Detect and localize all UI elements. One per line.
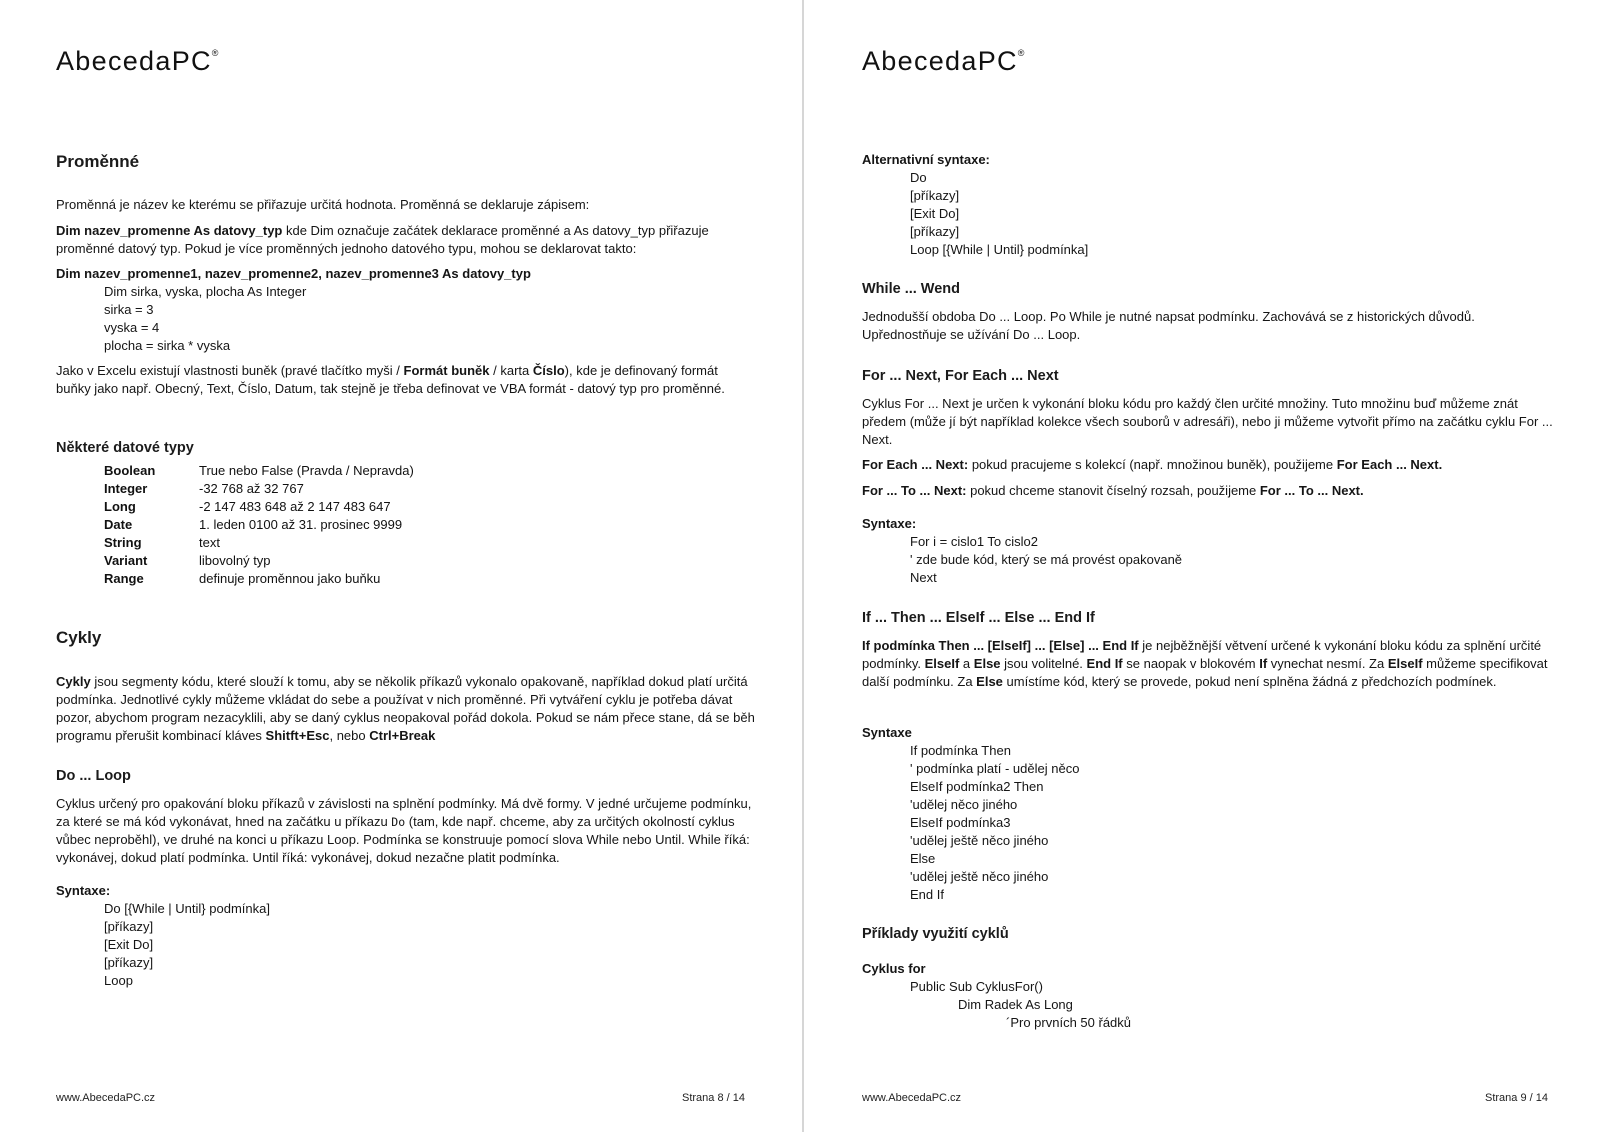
footer-page-number: Strana 8 / 14 bbox=[682, 1092, 745, 1104]
syntax-label: Syntaxe bbox=[862, 725, 912, 740]
alt-syntax-label: Alternativní syntaxe: bbox=[862, 152, 990, 167]
code-line: Dim sirka, vyska, plocha As Integer bbox=[104, 284, 307, 299]
type-desc: -32 768 až 32 767 bbox=[199, 481, 304, 496]
code-line: Dim Radek As Long bbox=[958, 997, 1073, 1012]
paragraph-while-wend: Jednodušší obdoba Do ... Loop. Po While je nutné napsat podmínku. Zachovává se z historických důvodů. Upřednostňuje se užívání Do ... Loop. bbox=[862, 309, 1475, 342]
code-line: 'udělej ještě něco jiného bbox=[910, 869, 1049, 884]
type-name: Variant bbox=[104, 553, 148, 568]
heading-for-next: For ... Next, For Each ... Next bbox=[862, 368, 1059, 384]
syntax-label: Syntaxe: bbox=[862, 516, 917, 531]
code-line: 'udělej něco jiného bbox=[910, 797, 1018, 812]
type-desc: text bbox=[199, 535, 220, 550]
type-desc: -2 147 483 648 až 2 147 483 647 bbox=[199, 499, 391, 514]
type-name: Boolean bbox=[104, 463, 156, 478]
paragraph-if-then: If podmínka Then ... [ElseIf] ... [Else] ... End If je nejběžnější větvení určené k vykonání bloku kódu za splnění určité podmínky. ElseIf a Else jsou volitelné. End If se naopak v blokovém If vynechat nesmí. Za ElseIf můžeme specifikovat další podmínku. Za Else umístíme kód, který se provede, pokud není splněna žádná z předchozích podmínek. bbox=[862, 638, 1548, 689]
heading-examples: Příklady využití cyklů bbox=[862, 926, 1009, 942]
code-line: For i = cislo1 To cislo2 bbox=[910, 534, 1039, 549]
code-line: [Exit Do] bbox=[104, 937, 154, 952]
page-right bbox=[804, 0, 1600, 1132]
type-desc: True nebo False (Pravda / Nepravda) bbox=[199, 463, 414, 478]
code-line: ' podmínka platí - udělej něco bbox=[910, 761, 1080, 776]
code-line: ElseIf podmínka2 Then bbox=[910, 779, 1044, 794]
type-desc: libovolný typ bbox=[199, 553, 271, 568]
paragraph-cykly: Cykly jsou segmenty kódu, které slouží k tomu, aby se několik příkazů vykonalo opakovaně, například dokud platí určitá podmínka. Jednotlivé cykly můžeme vkládat do sebe a používat v nich proměnné. Při vytváření cyklu je potřeba dávat pozor, abychom program nezacyklili, aby se daný cyklus neopakoval pořád dokola. Pokud se nám přece stane, dá se běh programu přerušit kombinací kláves Shitft+Esc, nebo Ctrl+Break bbox=[56, 674, 755, 743]
heading-while-wend: While ... Wend bbox=[862, 281, 961, 297]
code-line: Next bbox=[910, 570, 937, 585]
syntax-label: Syntaxe: bbox=[56, 883, 111, 898]
code-line: ' zde bude kód, který se má provést opakovaně bbox=[910, 552, 1183, 567]
brand-logo: AbecedaPC® bbox=[862, 46, 1025, 76]
type-desc: 1. leden 0100 až 31. prosinec 9999 bbox=[199, 517, 403, 532]
paragraph-for-next: Cyklus For ... Next je určen k vykonání bloku kódu pro každý člen určité množiny. Tuto množinu buď můžeme znát předem (může jí být například kolekce všech souborů v adresáři), nebo ji můžeme vytvořit přímo na začátku cyklu For ... Next. bbox=[862, 396, 1553, 447]
code-line: [Exit Do] bbox=[910, 206, 960, 221]
paragraph-dim-multi: Dim nazev_promenne1, nazev_promenne2, nazev_promenne3 As datovy_typ bbox=[56, 266, 531, 281]
code-line: [příkazy] bbox=[910, 188, 960, 203]
type-name: Date bbox=[104, 517, 133, 532]
type-name: Integer bbox=[104, 481, 148, 496]
type-name: Long bbox=[104, 499, 136, 514]
code-line: vyska = 4 bbox=[104, 320, 160, 335]
paragraph-promenne-intro: Proměnná je název ke kterému se přiřazuje určitá hodnota. Proměnná se deklaruje zápisem: bbox=[56, 197, 590, 212]
footer-url: www.AbecedaPC.cz bbox=[862, 1092, 962, 1104]
code-line: Loop bbox=[104, 973, 133, 988]
code-line: Do [{While | Until} podmínka] bbox=[104, 901, 270, 916]
code-line: ElseIf podmínka3 bbox=[910, 815, 1011, 830]
paragraph-for-each: For Each ... Next: pokud pracujeme s kolekcí (např. množinou buněk), použijeme For Each ... Next. bbox=[862, 457, 1443, 472]
type-desc: definuje proměnnou jako buňku bbox=[199, 571, 381, 586]
paragraph-do-loop: Cyklus určený pro opakování bloku příkazů v závislosti na splnění podmínky. Má dvě formy. V jedné určujeme podmínku, za které se má kód vykonávat, hned na začátku u příkazu Do (tam, kde např. chceme, aby za určitých okolností cyklus vůbec neproběhl), ve druhé na konci u příkazu Loop. Podmínka se konstruuje pomocí slova While nebo Until. While říká: vykonávej, dokud platí podmínka. Until říká: vykonávej, dokud nezačne platit podmínka. bbox=[56, 796, 752, 865]
paragraph-for-to: For ... To ... Next: pokud chceme stanovit číselný rozsah, použijeme For ... To ... Next. bbox=[862, 483, 1364, 498]
code-line: Public Sub CyklusFor() bbox=[910, 979, 1043, 994]
footer-page-number: Strana 9 / 14 bbox=[1485, 1092, 1548, 1104]
code-line: 'udělej ještě něco jiného bbox=[910, 833, 1049, 848]
paragraph-excel-format: Jako v Excelu existují vlastnosti buněk (pravé tlačítko myši / Formát buněk / karta Číslo), kde je definovaný formát buňky jako např. Obecný, Text, Číslo, Datum, tak stejně je třeba definovat ve VBA formát - datový typ pro proměnné. bbox=[56, 363, 725, 396]
code-line: If podmínka Then bbox=[910, 743, 1011, 758]
heading-cykly: Cykly bbox=[56, 628, 102, 647]
heading-promenne: Proměnné bbox=[56, 152, 140, 171]
code-line: Do bbox=[910, 170, 927, 185]
heading-if-then: If ... Then ... ElseIf ... Else ... End If bbox=[862, 610, 1095, 626]
code-line: sirka = 3 bbox=[104, 302, 154, 317]
heading-datove-typy: Některé datové typy bbox=[56, 440, 194, 456]
code-line: plocha = sirka * vyska bbox=[104, 338, 231, 353]
code-line: End If bbox=[910, 887, 944, 902]
heading-do-loop: Do ... Loop bbox=[56, 768, 131, 784]
paragraph-dim-declaration: Dim nazev_promenne As datovy_typ kde Dim označuje začátek deklarace proměnné a As datovy_typ přiřazuje proměnné datový typ. Pokud je více proměnných jednoho datového typu, mohou se deklarovat takto: bbox=[56, 223, 709, 256]
code-line: [příkazy] bbox=[104, 919, 154, 934]
code-line: ´Pro prvních 50 řádků bbox=[1006, 1015, 1132, 1030]
code-line: Loop [{While | Until} podmínka] bbox=[910, 242, 1089, 257]
cyklus-for-label: Cyklus for bbox=[862, 961, 926, 976]
code-line: [příkazy] bbox=[104, 955, 154, 970]
type-name: Range bbox=[104, 571, 144, 586]
brand-logo: AbecedaPC® bbox=[56, 46, 219, 76]
footer-url: www.AbecedaPC.cz bbox=[56, 1092, 156, 1104]
code-line: Else bbox=[910, 851, 936, 866]
type-name: String bbox=[104, 535, 142, 550]
code-line: [příkazy] bbox=[910, 224, 960, 239]
